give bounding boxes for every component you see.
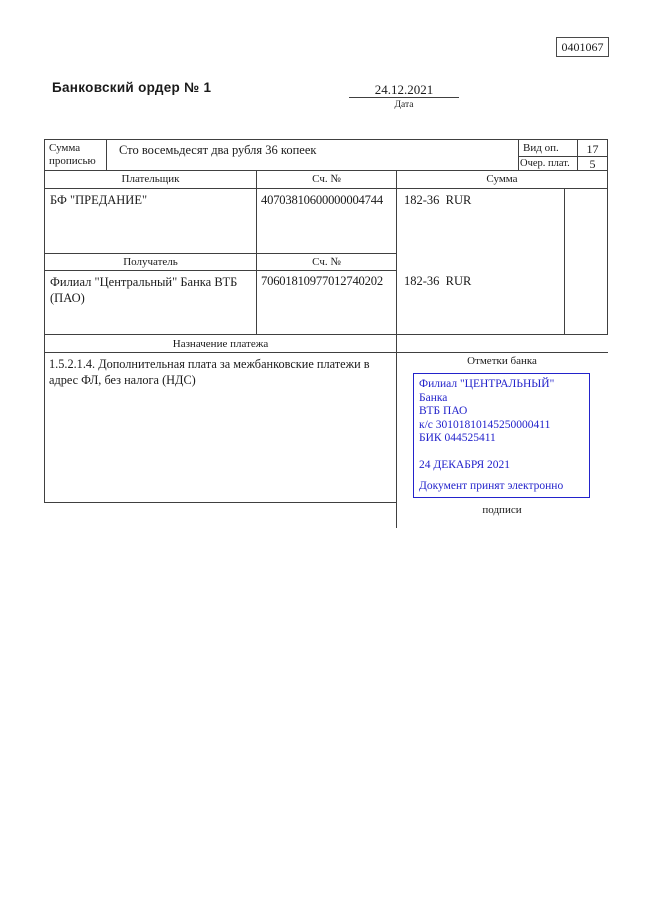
payer-column-header: Плательщик (121, 173, 180, 185)
amount-narrow-column-divider (564, 188, 565, 335)
stamp-corr-account: к/с 30101810145250000411 (419, 418, 551, 431)
payer-account-column-header: Сч. № (312, 173, 341, 185)
op-block-left-divider (518, 139, 519, 171)
table-border-top (44, 139, 608, 140)
payee-column-header: Получатель (123, 256, 178, 268)
document-title: Банковский ордер № 1 (52, 80, 212, 95)
operation-type-label: Вид оп. (523, 142, 559, 154)
date-label: Дата (394, 100, 414, 110)
purpose-header-bottom-border (44, 352, 608, 353)
payer-name: БФ "ПРЕДАНИЕ" (50, 193, 148, 207)
table-border-left (44, 139, 45, 503)
payment-priority-label: Очер. плат. (520, 158, 570, 169)
accounts-section-bottom-border (44, 334, 608, 335)
stamp-bik: БИК 044525411 (419, 432, 496, 444)
payer-row-bottom-border (44, 253, 397, 254)
form-code: 0401067 (561, 40, 604, 54)
bank-electronic-stamp (413, 373, 590, 498)
amount-column-header: Сумма (486, 173, 518, 185)
name-account-divider (256, 170, 257, 335)
payee-account-number: 70601810977012740202 (261, 274, 383, 288)
signatures-label: подписи (482, 504, 522, 516)
payment-purpose-header: Назначение платежа (172, 338, 269, 350)
stamp-bank-name-line2: ВТБ ПАО (419, 405, 468, 417)
amount-words-label: Сумма прописью (49, 142, 96, 167)
account-amount-divider (396, 170, 397, 528)
payment-priority-value: 5 (589, 157, 596, 171)
purpose-section-bottom-border (44, 502, 397, 503)
table-border-right (607, 139, 608, 335)
date-underline (349, 97, 459, 98)
payment-purpose-text: 1.5.2.1.4. Дополнительная плата за межбанковские платежи в адрес ФЛ, без налога (НДС) (49, 357, 370, 387)
sum-words-bottom-border (44, 170, 608, 171)
document-date: 24.12.2021 (374, 82, 434, 97)
payee-name: Филиал "Центральный" Банка ВТБ (ПАО) (50, 275, 238, 305)
payee-account-column-header: Сч. № (312, 256, 341, 268)
payee-header-bottom-border (44, 270, 397, 271)
operation-type-value: 17 (586, 142, 599, 156)
payee-amount: 182-36 RUR (404, 274, 472, 288)
stamp-accepted-note: Документ принят электронно (419, 479, 564, 492)
column-header-bottom-border (44, 188, 608, 189)
stamp-date: 24 ДЕКАБРЯ 2021 (419, 458, 511, 471)
payer-amount: 182-36 RUR (404, 193, 472, 207)
stamp-bank-name-line1: Филиал "ЦЕНТРАЛЬНЫЙ" Банка (419, 378, 555, 404)
amount-words-value: Сто восемьдесят два рубля 36 копеек (119, 143, 317, 157)
bank-marks-header: Отметки банка (467, 355, 537, 367)
sum-words-label-divider (106, 139, 107, 171)
payer-account-number: 40703810600000004744 (261, 193, 383, 207)
form-code-box (556, 37, 609, 57)
